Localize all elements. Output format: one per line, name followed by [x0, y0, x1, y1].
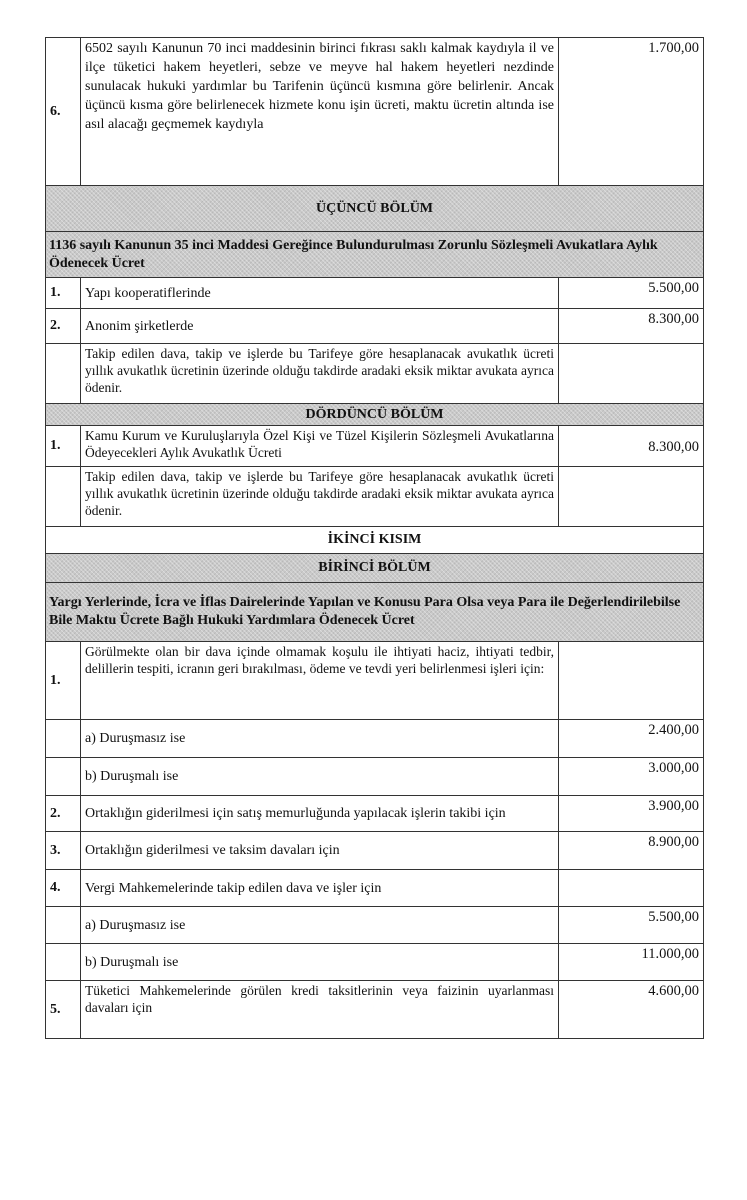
item-amount: 8.300,00	[559, 309, 704, 344]
item-amount: 2.400,00	[559, 720, 704, 758]
item-number: 2.	[46, 309, 81, 344]
item-amount: 8.900,00	[559, 832, 704, 870]
item-number: 1.	[46, 642, 81, 720]
section-subtitle: Yargı Yerlerinde, İcra ve İflas Dairelerinde Yapılan ve Konusu Para Olsa veya Para ile Değerlendirilebilse Bile Maktu Ücrete Bağlı Hukuki Yardımlara Ödenecek Ücret	[46, 583, 704, 642]
item-description: Tüketici Mahkemelerinde görülen kredi taksitlerinin veya faizinin uyarlanması davaları için	[81, 981, 559, 1039]
section-note: Takip edilen dava, takip ve işlerde bu Tarifeye göre hesaplanacak avukatlık ücreti yıllık avukatlık ücretinin üzerinde olduğu takdirde aradaki eksik miktar avukata ayrıca ödenir.	[81, 344, 559, 404]
item-description: Görülmekte olan bir dava içinde olmamak koşulu ile ihtiyati haciz, ihtiyati tedbir, delillerin tespiti, icranın geri bırakılması, ödeme ve tevdi yeri belirlenmesi işleri için:	[81, 642, 559, 720]
section-subtitle: 1136 sayılı Kanunun 35 inci Maddesi Gereğince Bulundurulması Zorunlu Sözleşmeli Avukatlara Aylık Ödenecek Ücret	[46, 232, 704, 278]
item-number: 1.	[46, 278, 81, 309]
item-description: b) Duruşmalı ise	[81, 944, 559, 981]
item-description: Anonim şirketlerde	[81, 309, 559, 344]
item-description: a) Duruşmasız ise	[81, 720, 559, 758]
table-row	[46, 870, 704, 907]
item-amount: 11.000,00	[559, 944, 704, 981]
table-row	[46, 796, 704, 832]
section-title: DÖRDÜNCÜ BÖLÜM	[46, 404, 704, 426]
tariff-page	[45, 37, 703, 1039]
item-number: 4.	[46, 870, 81, 907]
item-description: a) Duruşmasız ise	[81, 907, 559, 944]
section-header-row	[46, 186, 704, 232]
table-row	[46, 278, 704, 309]
item-number: 5.	[46, 981, 81, 1039]
item-number: 2.	[46, 796, 81, 832]
table-row	[46, 309, 704, 344]
item-number: 6.	[46, 38, 81, 186]
section-subtitle-row	[46, 232, 704, 278]
table-row	[46, 642, 704, 720]
item-amount: 3.900,00	[559, 796, 704, 832]
item-description: 6502 sayılı Kanunun 70 inci maddesinin birinci fıkrası saklı kalmak kaydıyla il ve ilçe tüketici hakem heyetleri, sebze ve meyve hal hakem heyetleri nezdinde sunulacak hukuki yardımlar bu Tarifenin üçüncü kısmına göre belirlenir. Ancak üçüncü kısma göre belirlenecek hizmete konu işin ücreti, maktu ücretin altında ise asıl alacağı geçmemek kaydıyla	[81, 38, 559, 186]
item-number: 1.	[46, 426, 81, 467]
table-row	[46, 832, 704, 870]
item-amount: 5.500,00	[559, 907, 704, 944]
note-row	[46, 467, 704, 527]
section-title: BİRİNCİ BÖLÜM	[46, 554, 704, 583]
item-amount: 8.300,00	[559, 426, 704, 467]
item-amount: 1.700,00	[559, 38, 704, 186]
note-row	[46, 344, 704, 404]
item-description: Ortaklığın giderilmesi ve taksim davaları için	[81, 832, 559, 870]
section-header-row	[46, 554, 704, 583]
item-amount: 4.600,00	[559, 981, 704, 1039]
section-title: ÜÇÜNCÜ BÖLÜM	[46, 186, 704, 232]
tariff-table	[45, 37, 704, 1039]
table-row	[46, 907, 704, 944]
item-amount: 5.500,00	[559, 278, 704, 309]
table-row	[46, 38, 704, 186]
item-amount: 3.000,00	[559, 758, 704, 796]
part-header-row	[46, 527, 704, 554]
section-note: Takip edilen dava, takip ve işlerde bu Tarifeye göre hesaplanacak avukatlık ücreti yıllık avukatlık ücretinin üzerinde olduğu takdirde aradaki eksik miktar avukata ayrıca ödenir.	[81, 467, 559, 527]
table-row	[46, 758, 704, 796]
table-row	[46, 944, 704, 981]
item-description: Ortaklığın giderilmesi için satış memurluğunda yapılacak işlerin takibi için	[81, 796, 559, 832]
item-description: Vergi Mahkemelerinde takip edilen dava ve işler için	[81, 870, 559, 907]
table-row	[46, 426, 704, 467]
part-title: İKİNCİ KISIM	[46, 527, 704, 554]
item-description: Kamu Kurum ve Kuruluşlarıyla Özel Kişi ve Tüzel Kişilerin Sözleşmeli Avukatlarına Ödeyecekleri Aylık Avukatlık Ücreti	[81, 426, 559, 467]
section-subtitle-row	[46, 583, 704, 642]
section-header-row	[46, 404, 704, 426]
item-description: Yapı kooperatiflerinde	[81, 278, 559, 309]
item-number: 3.	[46, 832, 81, 870]
table-row	[46, 720, 704, 758]
item-description: b) Duruşmalı ise	[81, 758, 559, 796]
table-row	[46, 981, 704, 1039]
